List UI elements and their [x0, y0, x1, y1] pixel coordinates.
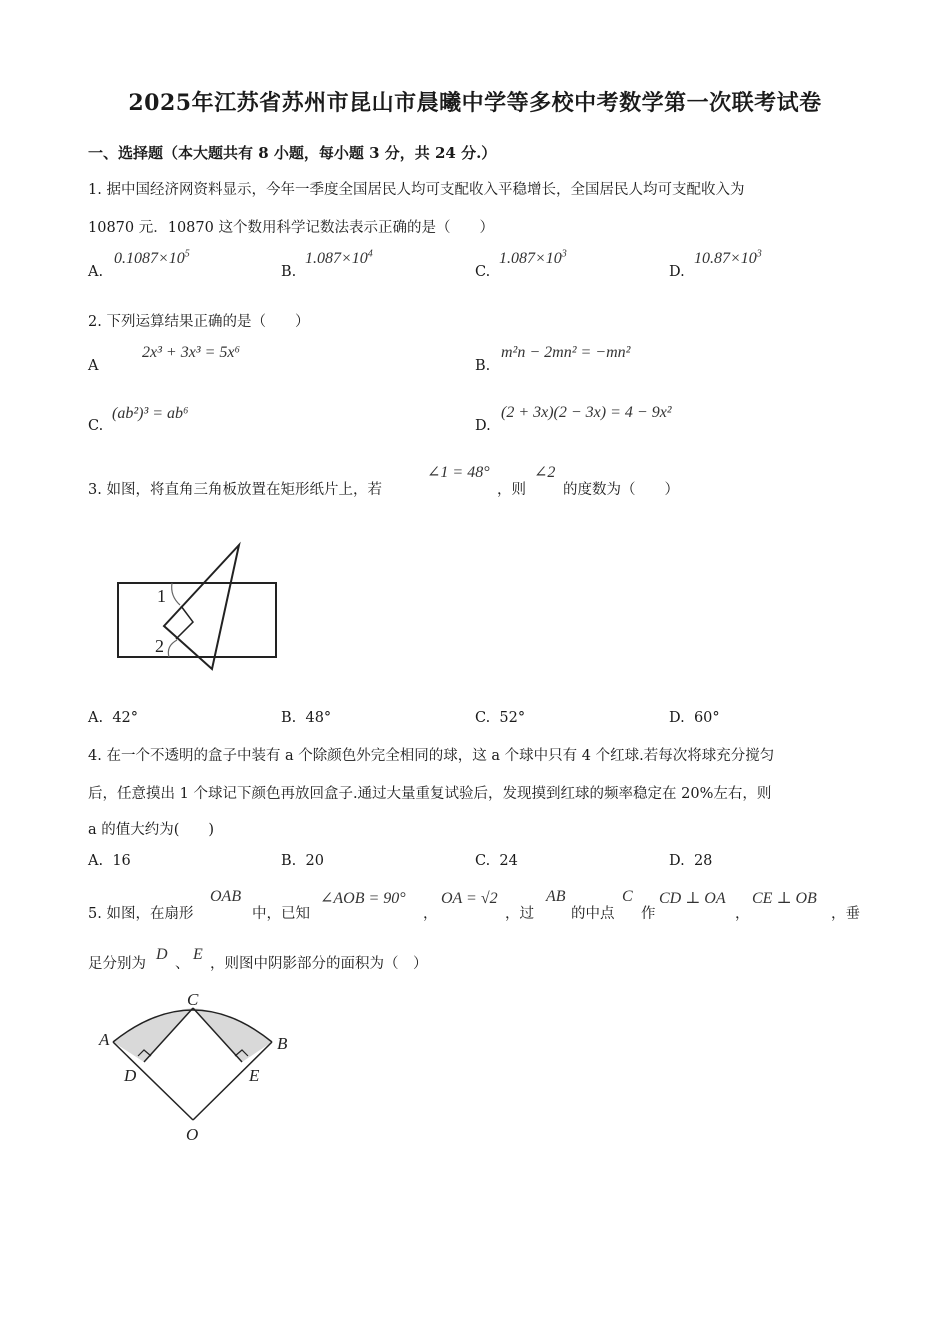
fig-label-a: A [99, 1030, 110, 1049]
q5-m7: CE ⊥ OB [752, 890, 817, 907]
q3-option-c[interactable]: C. 52° [475, 710, 526, 726]
q3-option-d[interactable]: D. 60° [669, 710, 720, 726]
q2-option-c-label[interactable]: C. [88, 418, 104, 434]
q5-m3: OA = √2 [441, 890, 498, 907]
q2-option-b-label[interactable]: B. [475, 358, 491, 374]
q5-m6: CD ⊥ OA [659, 890, 726, 907]
q5-line2a: 足分别为 [88, 956, 146, 972]
q4-option-a[interactable]: A. 16 [88, 853, 131, 869]
fig-label-b: B [277, 1034, 288, 1053]
q5-line2b: 、 [175, 956, 190, 972]
q2-option-c-math[interactable]: (ab²)³ = ab⁶ [112, 405, 189, 422]
q5-s3: ， [423, 906, 438, 922]
q5-line2c: ，则图中阴影部分的面积为（ ） [210, 956, 428, 972]
exam-title: 2025年江苏省苏州市昆山市晨曦中学等多校中考数学第一次联考试卷 [128, 90, 822, 116]
q2-stem: 2. 下列运算结果正确的是（ ） [88, 314, 310, 330]
q4-option-b[interactable]: B. 20 [281, 853, 324, 869]
fig-label-2: 2 [155, 636, 164, 656]
fig-label-c: C [187, 990, 199, 1009]
q4-option-c[interactable]: C. 24 [475, 853, 518, 869]
q1-option-a-label[interactable]: A. [88, 264, 104, 280]
q1-line1: 1. 据中国经济网资料显示，今年一季度全国居民人均可支配收入平稳增长，全国居民人均可支配收入为 [88, 182, 745, 198]
q5-s8: ，垂 [831, 906, 860, 922]
q5-s1: 5. 如图，在扇形 [88, 906, 194, 922]
q4-line1: 4. 在一个不透明的盒子中装有 a 个除颜色外完全相同的球，这 a 个球中只有 4 个红球.若每次将球充分搅匀 [88, 748, 775, 764]
q3-option-a[interactable]: A. 42° [88, 710, 139, 726]
section-heading: 一、选择题（本大题共有 8 小题，每小题 3 分，共 24 分.） [88, 144, 497, 162]
q5-s2: 中，已知 [252, 906, 310, 922]
q3-angle2-math: ∠2 [534, 464, 556, 481]
q2-option-d-math[interactable]: (2 + 3x)(2 − 3x) = 4 − 9x² [501, 404, 672, 421]
q5-s4: ，过 [505, 906, 534, 922]
q3-angle1-math: ∠1 = 48° [427, 464, 490, 481]
q4-line2: 后，任意摸出 1 个球记下颜色再放回盒子.通过大量重复试验后，发现摸到红球的频率稳定在 20%左右，则 [88, 786, 772, 802]
q1-option-d-math[interactable]: $10.87\times 10^3$ [694, 248, 762, 267]
fig-label-d: D [124, 1066, 137, 1085]
q1-option-b-label[interactable]: B. [281, 264, 297, 280]
q5-m8: D [156, 946, 168, 963]
q5-s7: ， [735, 906, 750, 922]
q3-stem-b: ，则 [497, 482, 526, 498]
q3-stem-a: 3. 如图，将直角三角板放置在矩形纸片上，若 [88, 482, 382, 498]
q1-option-b-math[interactable]: $1.087\times 10^4$ [305, 248, 373, 267]
q3-option-b[interactable]: B. 48° [281, 710, 332, 726]
q1-option-c-math[interactable]: $1.087\times 10^3$ [499, 248, 567, 267]
q2-option-a-label[interactable]: A [88, 358, 99, 374]
q2-option-a-math[interactable]: 2x³ + 3x³ = 5x⁶ [142, 344, 241, 361]
q5-m9: E [193, 946, 203, 963]
fig-label-1: 1 [157, 586, 166, 606]
radius-ob [193, 1042, 272, 1120]
fig-label-o: O [186, 1125, 199, 1144]
q1-line2: 10870 元．10870 这个数用科学记数法表示正确的是（ ） [88, 220, 494, 236]
q5-m2: ∠AOB = 90° [320, 890, 406, 907]
q4-line3: a 的值大约为( ) [88, 822, 215, 838]
q3-stem-c: 的度数为（ ） [563, 482, 679, 498]
q5-s5: 的中点 [571, 906, 615, 922]
q5-m4: AB [546, 888, 566, 905]
q1-option-c-label[interactable]: C. [475, 264, 491, 280]
q2-option-d-label[interactable]: D. [475, 418, 491, 434]
q1-option-a-math[interactable]: $0.1087\times 10^5$ [114, 248, 190, 267]
q5-s6: 作 [641, 906, 656, 922]
q4-option-d[interactable]: D. 28 [669, 853, 713, 869]
q5-m5: C [622, 888, 633, 905]
q2-option-b-math[interactable]: m²n − 2mn² = −mn² [501, 344, 631, 361]
q5-m1: OAB [210, 888, 242, 905]
fig-label-e: E [249, 1066, 260, 1085]
q1-option-d-label[interactable]: D. [669, 264, 685, 280]
